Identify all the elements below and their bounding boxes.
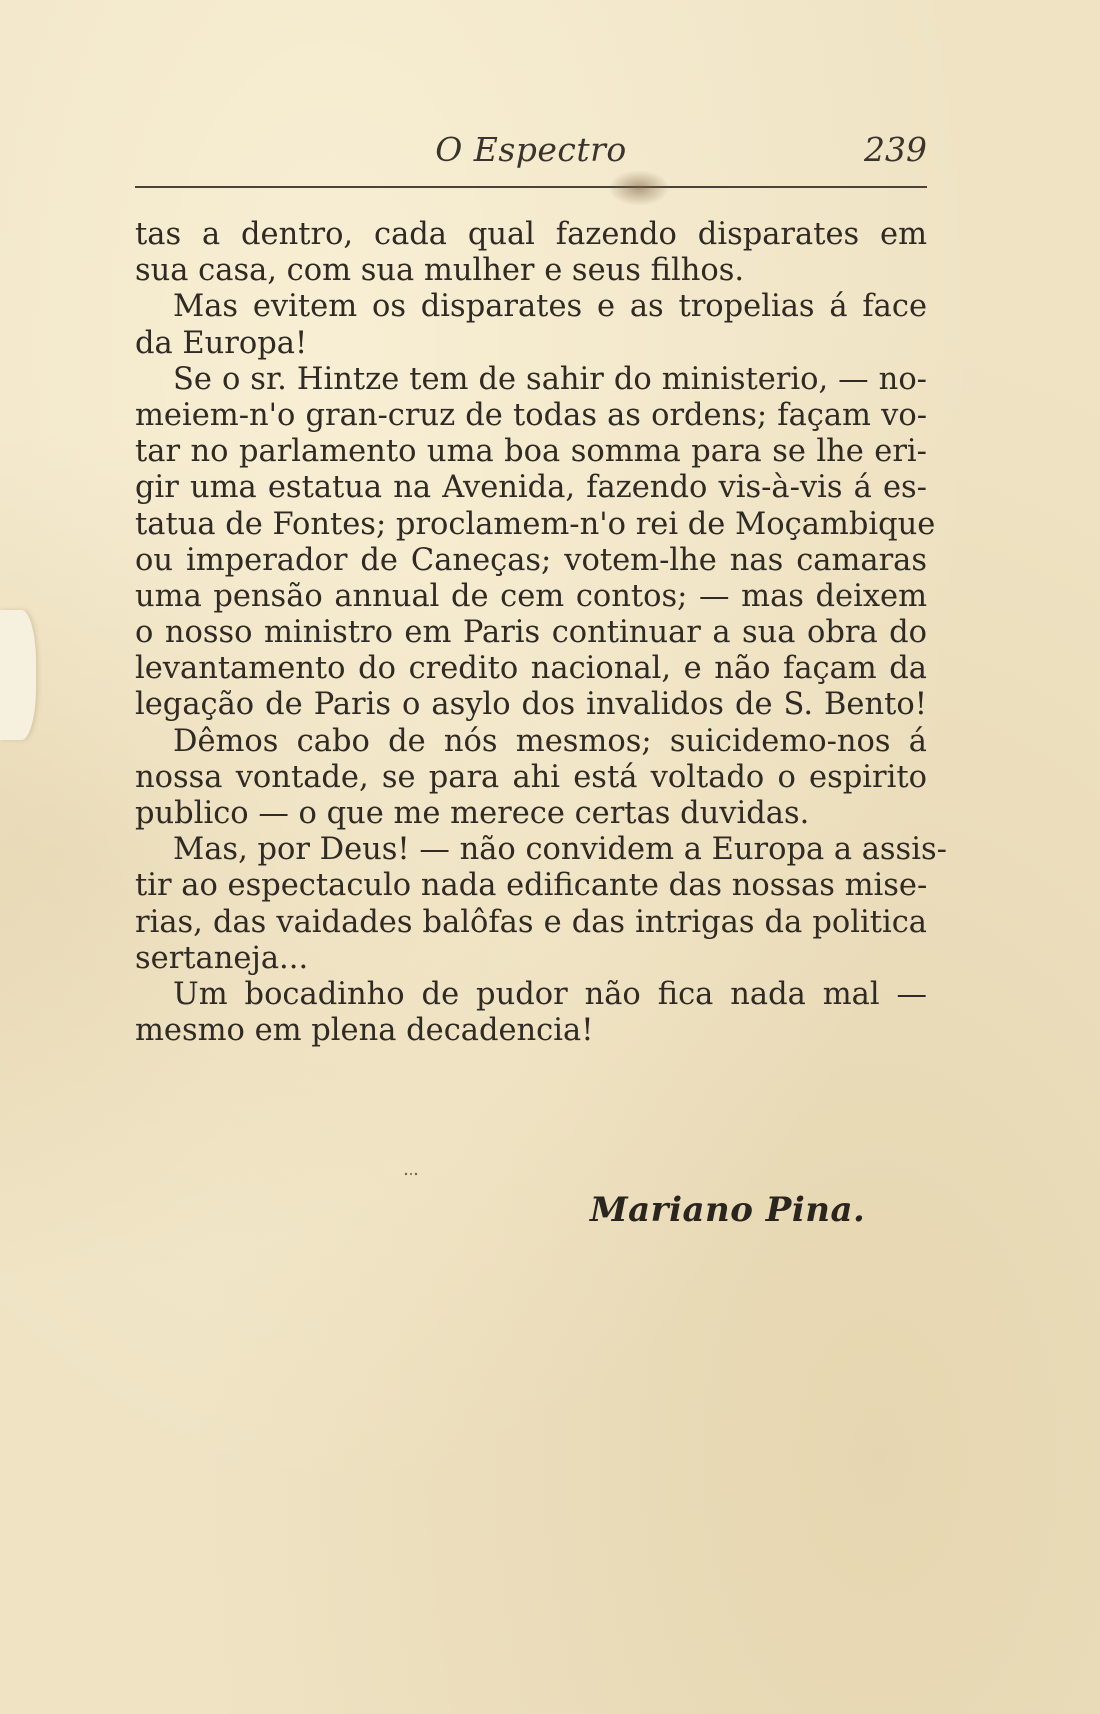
text-line: tas a dentro, cada qual fazendo disparates em bbox=[135, 217, 927, 252]
text-line: nossa vontade, se para ahi está voltado o espirito bbox=[135, 759, 927, 795]
text-line: legação de Paris o asylo dos invalidos de S. Bento! bbox=[135, 687, 927, 723]
text-line: Se o sr. Hintze tem de sahir do ministerio, — no- bbox=[173, 361, 927, 397]
running-title: O Espectro bbox=[435, 130, 627, 169]
text-line: o nosso ministro em Paris continuar a sua obra do bbox=[135, 615, 927, 651]
text-line: rias, das vaidades balôfas e das intrigas da politica bbox=[135, 904, 927, 940]
running-header bbox=[135, 126, 927, 176]
text-line: publico — o que me merece certas duvidas. bbox=[135, 796, 810, 831]
text-line: levantamento do credito nacional, e não façam da bbox=[135, 651, 927, 687]
body-text bbox=[135, 217, 947, 1049]
text-line: meiem-n'o gran-cruz de todas as ordens; façam vo- bbox=[135, 397, 927, 433]
header-rule bbox=[135, 186, 927, 188]
text-line: tir ao espectaculo nada edificante das nossas mise- bbox=[135, 868, 928, 904]
ink-stain bbox=[608, 170, 670, 206]
text-line: da Europa! bbox=[135, 325, 308, 361]
text-line: gir uma estatua na Avenida, fazendo vis-à-vis á es- bbox=[135, 470, 927, 506]
text-line: tatua de Fontes; proclamem-n'o rei de Moçambique bbox=[135, 506, 936, 542]
text-line: mesmo em plena decadencia! bbox=[135, 1013, 594, 1049]
text-line: Um bocadinho de pudor não fica nada mal — bbox=[173, 976, 927, 1012]
author-signature: Mariano Pina. bbox=[590, 1190, 866, 1230]
text-line: uma pensão annual de cem contos; — mas deixem bbox=[135, 578, 927, 614]
text-line: sua casa, com sua mulher e seus filhos. bbox=[135, 253, 745, 289]
text-line: sertaneja... bbox=[135, 940, 309, 976]
ornament-dots-icon bbox=[402, 1171, 438, 1177]
text-line: ou imperador de Caneças; votem-lhe nas camaras bbox=[135, 542, 927, 578]
text-line: tar no parlamento uma boa somma para se lhe eri- bbox=[135, 434, 927, 470]
text-line: Dêmos cabo de nós mesmos; suicidemo-nos á bbox=[173, 723, 927, 759]
page-number: 239 bbox=[864, 130, 927, 169]
torn-edge bbox=[0, 610, 36, 740]
text-line: Mas, por Deus! — não convidem a Europa a assis- bbox=[173, 832, 947, 868]
text-line: Mas evitem os disparates e as tropelias á face bbox=[173, 289, 927, 325]
ornament-mark bbox=[402, 1166, 438, 1170]
